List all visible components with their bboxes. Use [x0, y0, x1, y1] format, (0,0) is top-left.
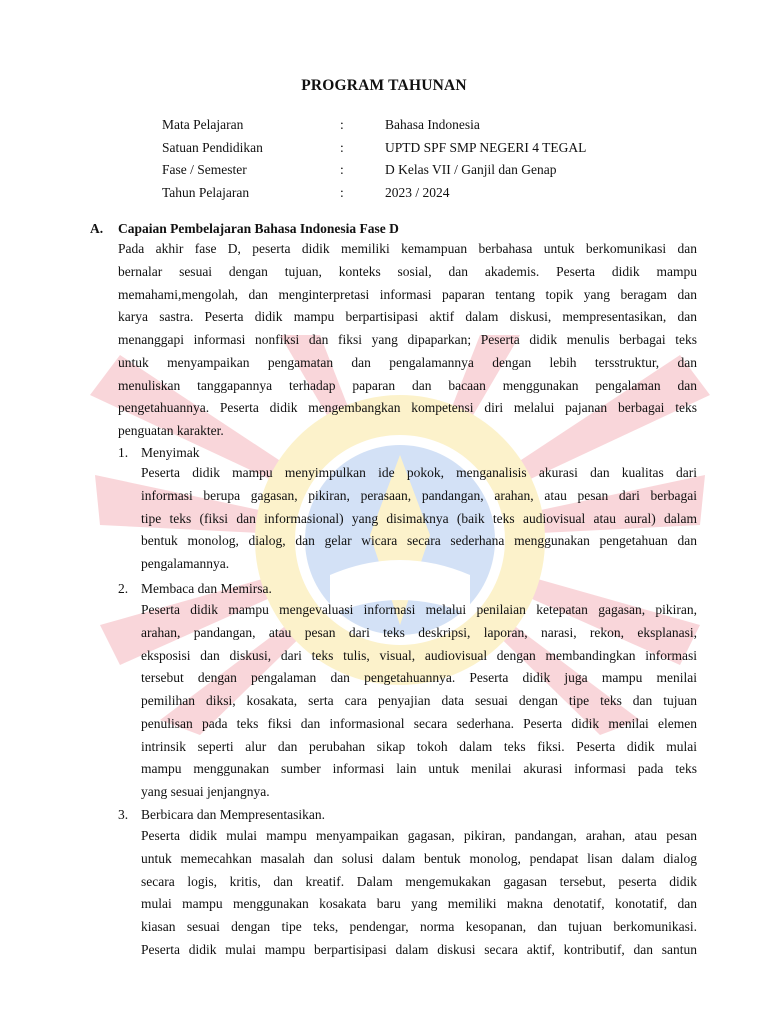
paragraph-line: Pada akhir fase D, peserta didik memiliki kemampuan berbahasa untuk berkomunikasi dan — [118, 241, 697, 256]
paragraph-line: bernalar sesuai dengan tujuan, konteks sosial, dan akademis. Peserta didik mampu — [118, 263, 697, 279]
item-2-paragraph — [141, 599, 697, 804]
paragraph-line: tersebut dengan pengalaman dan pengetahuannya. Peserta didik juga mampu menilai — [141, 670, 697, 686]
paragraph-line: kiasan sesuai dengan tipe teks, pendengar, norma kesopanan, dan tujuan berkomunikasi. — [141, 919, 697, 934]
item-title: Menyimak — [141, 445, 200, 460]
paragraph-line: pemilihan diksi, kosakata, serta cara penyajian data sesuai dengan tipe teks dan tujuan — [141, 693, 697, 708]
paragraph-line: mampu menggunakan sumber informasi lain untuk menilai akurasi informasi pada teks — [141, 761, 697, 777]
paragraph-line: menuliskan tanggapannya terhadap paparan dan bacaan menggunakan pengalaman dan — [118, 377, 697, 393]
paragraph-line: pengetahuannya. Peserta didik mengembangkan kompetensi diri melalui pajanan berbagai teks — [118, 400, 697, 416]
paragraph-line: informasi berupa gagasan, pikiran, perasaan, pandangan, arahan, atau pesan dari berbagai — [141, 487, 697, 503]
section-a-paragraph — [118, 238, 697, 443]
paragraph-line: Peserta didik mampu menyimpulkan ide pokok, menganalisis akurasi dan kualitas dari — [141, 465, 697, 480]
paragraph-line: Peserta didik mulai mampu berpartisipasi dalam diskusi secara aktif, kontributif, dan santun — [141, 941, 697, 957]
meta-value: 2023 / 2024 — [385, 185, 450, 201]
meta-value: UPTD SPF SMP NEGERI 4 TEGAL — [385, 139, 587, 155]
paragraph-line: penulisan pada teks fiksi dan informasional secara sederhana. Peserta didik menilai elemen — [141, 715, 697, 731]
item-title: Berbicara dan Mempresentasikan. — [141, 807, 326, 822]
meta-value: D Kelas VII / Ganjil dan Genap — [385, 162, 557, 178]
meta-colon: : — [340, 185, 344, 201]
paragraph-line: mulai mampu menggunakan kosakata baru yang memiliki makna denotatif, konotatif, dan — [141, 896, 697, 912]
paragraph-line: penguatan karakter. — [118, 423, 224, 438]
paragraph-line: menanggapi informasi nonfiksi dan fiksi yang dipaparkan; Peserta didik menulis berbagai teks — [118, 332, 697, 347]
paragraph-line: arahan, pandangan, atau pesan dari teks deskripsi, laporan, narasi, rekon, eksplanasi, — [141, 624, 697, 640]
item-title: Membaca dan Memirsa. — [141, 581, 272, 596]
section-letter: A. — [90, 221, 104, 236]
section-title: Capaian Pembelajaran Bahasa Indonesia Fase D — [118, 221, 399, 236]
paragraph-line: untuk menyampaikan pengamatan dan pengalamannya dengan lebih tersstruktur, dan — [118, 354, 697, 370]
paragraph-line: Peserta didik mulai mampu menyampaikan gagasan, pikiran, pandangan, arahan, atau pesan — [141, 828, 697, 843]
paragraph-line: eksposisi dan diskusi, dari teks tulis, visual, audiovisual dengan membandingkan informasi — [141, 647, 697, 663]
item-1-paragraph — [141, 462, 697, 576]
document-title: PROGRAM TAHUNAN — [301, 77, 467, 94]
meta-label: Fase / Semester — [162, 162, 247, 178]
paragraph-line: untuk memecahkan masalah dan solusi dalam bentuk monolog, pendapat lisan dalam dialog — [141, 850, 697, 866]
paragraph-line: pengalamannya. — [141, 556, 230, 571]
meta-label: Satuan Pendidikan — [162, 139, 263, 155]
meta-colon: : — [340, 162, 344, 178]
paragraph-line: Peserta didik mampu mengevaluasi informasi melalui penilaian ketepatan gagasan, pikiran, — [141, 602, 697, 617]
meta-colon: : — [340, 117, 344, 132]
paragraph-line: intrinsik seperti alur dan perubahan sikap tokoh dalam teks fiksi. Peserta didik mulai — [141, 738, 697, 754]
paragraph-line: bentuk monolog, dialog, dan gelar wicara secara sederhana menggunakan pengetahuan dan — [141, 533, 697, 549]
paragraph-line: memahami,mengolah, dan menginterpretasi informasi paparan tentang topik yang beragam dan — [118, 286, 697, 302]
paragraph-line: tipe teks (fiksi dan informasional) yang disimaknya (baik teks audiovisual atau aural) dalam — [141, 510, 697, 526]
meta-value: Bahasa Indonesia — [385, 117, 480, 132]
paragraph-line: yang sesuai jenjangnya. — [141, 784, 270, 799]
meta-colon: : — [340, 139, 344, 155]
meta-label: Tahun Pelajaran — [162, 185, 250, 201]
item-3-paragraph — [141, 825, 697, 962]
item-number: 2. — [118, 581, 129, 596]
item-number: 1. — [118, 445, 129, 460]
item-number: 3. — [118, 807, 129, 822]
paragraph-line: secara logis, kritis, dan kreatif. Dalam mengemukakan gagasan tersebut, peserta didik — [141, 873, 697, 889]
paragraph-line: karya sastra. Peserta didik mampu berpartisipasi aktif dalam diskusi, mempresentasikan, dan — [118, 309, 697, 325]
meta-label: Mata Pelajaran — [162, 117, 244, 132]
